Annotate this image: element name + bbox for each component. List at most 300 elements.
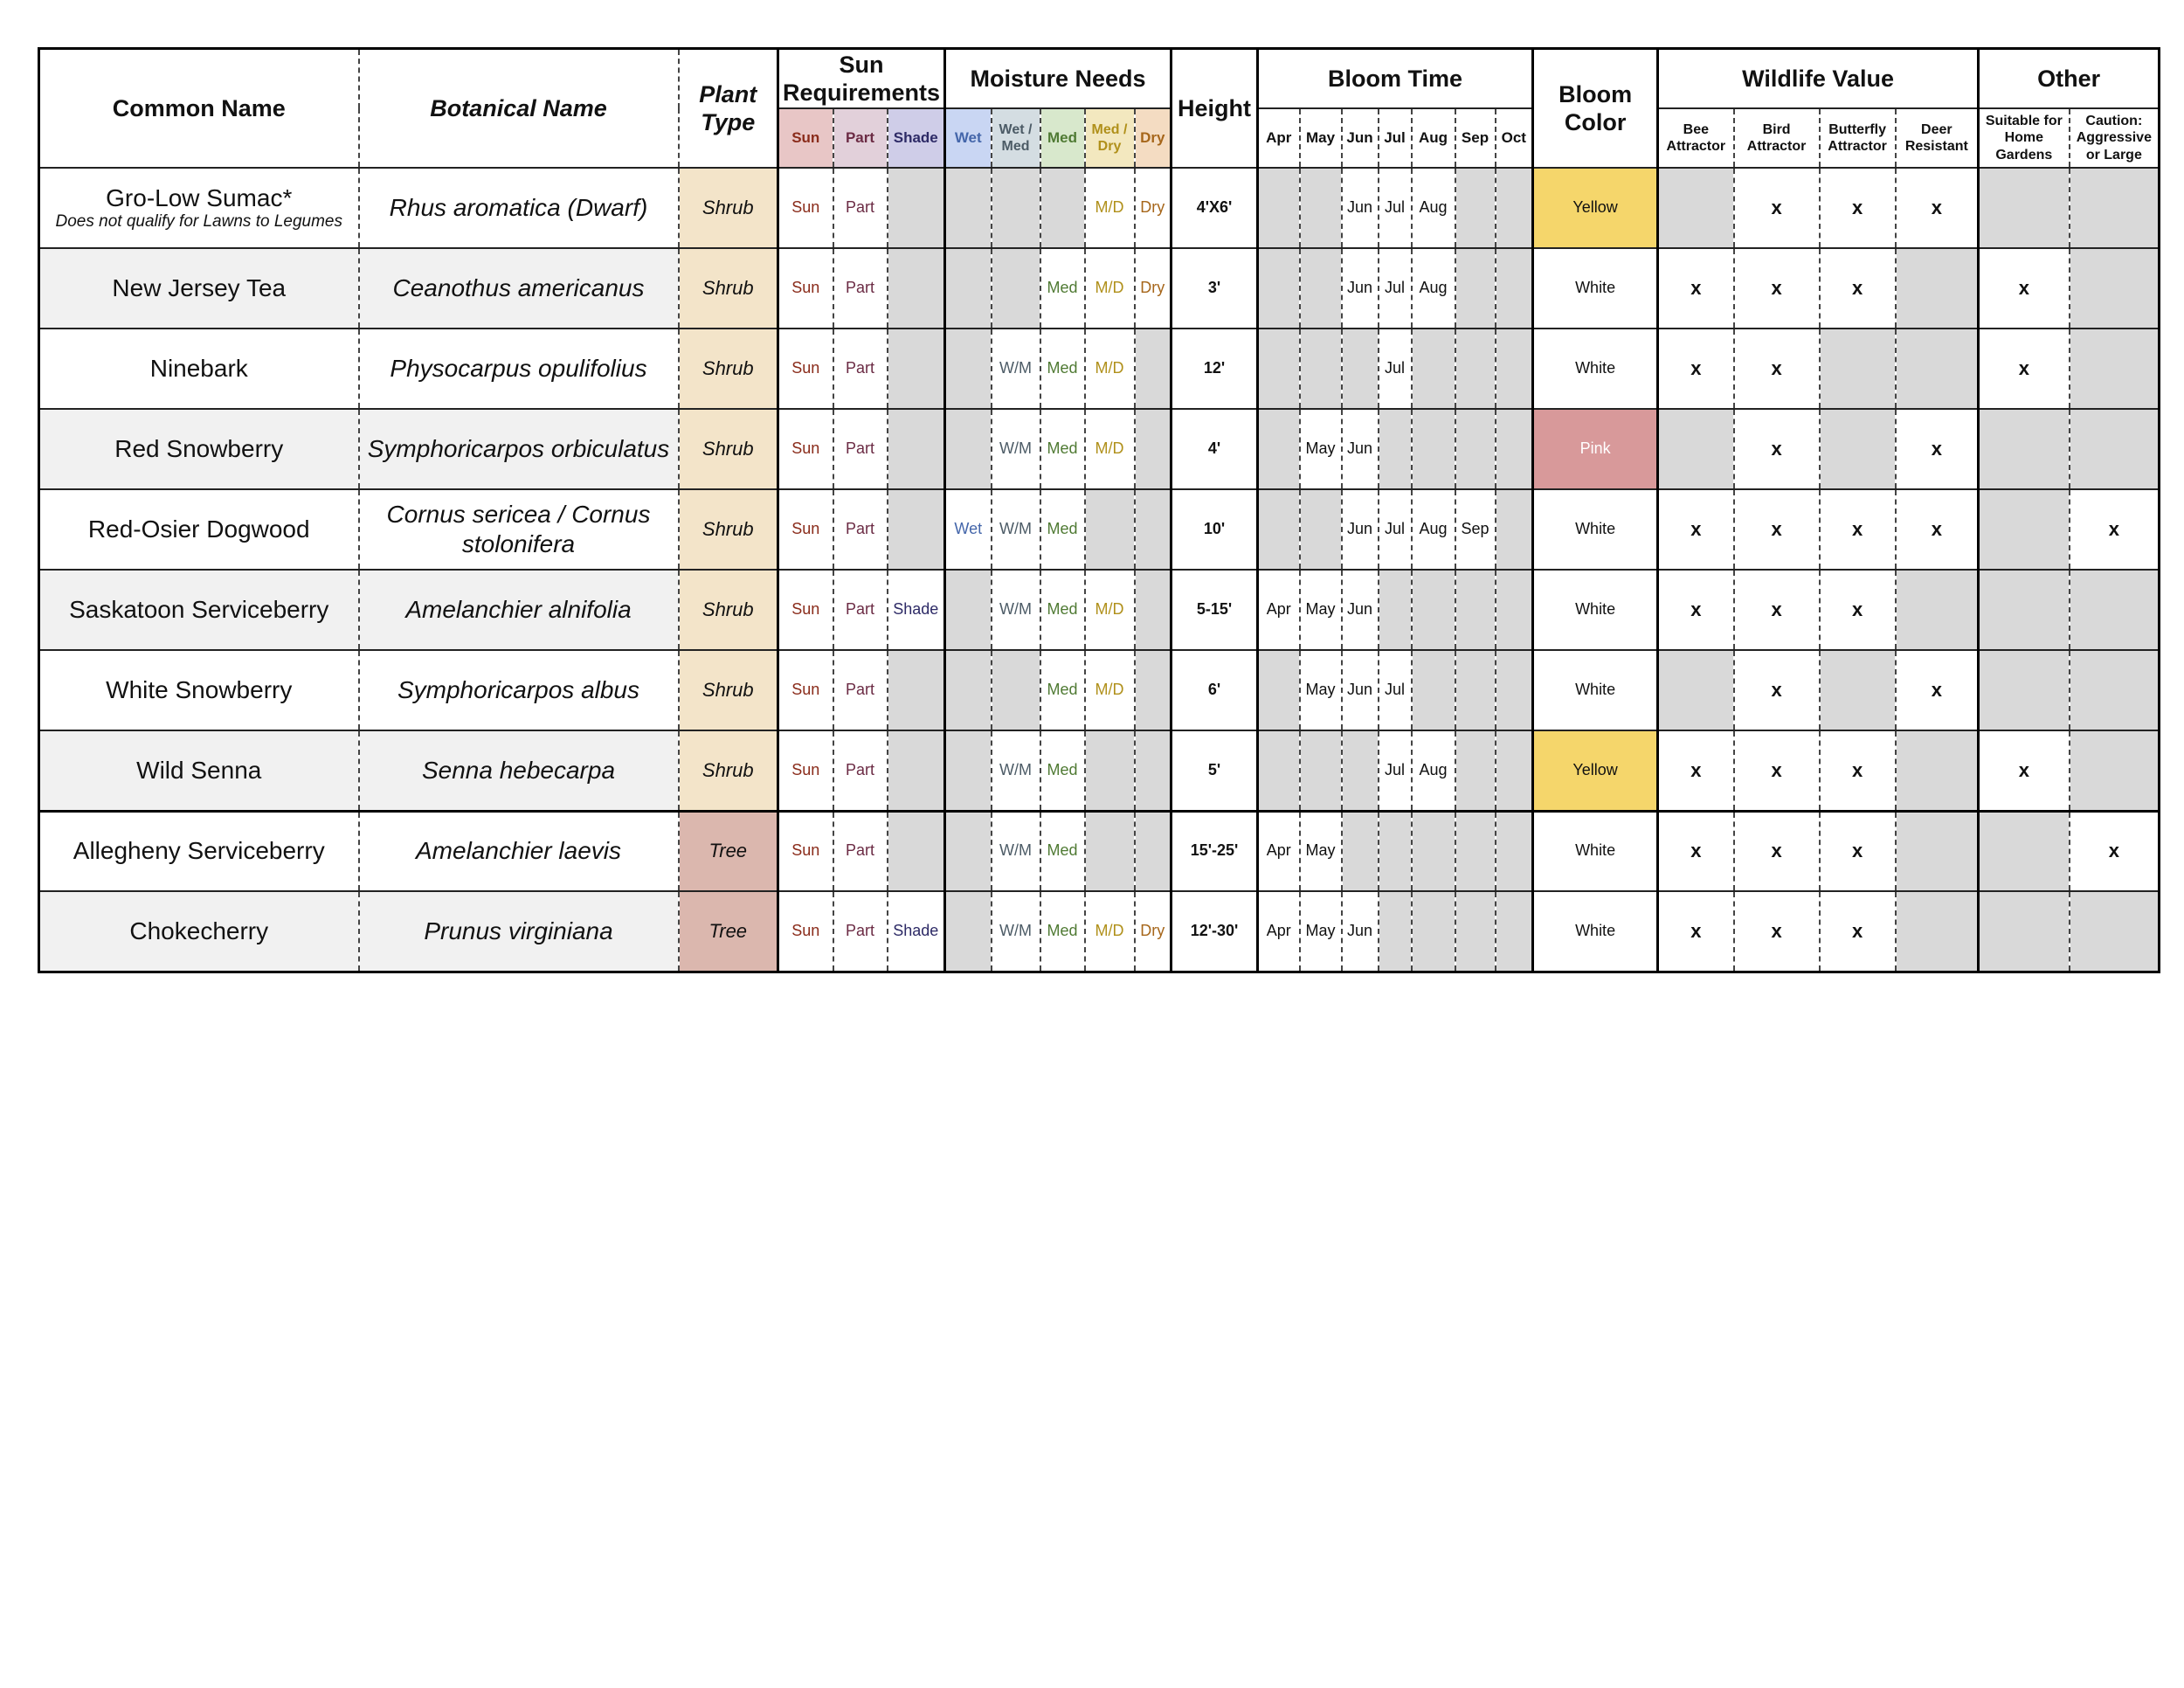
other-caution-cell (2070, 730, 2160, 811)
wildlife-bird-cell: x (1734, 168, 1820, 248)
wildlife-bird-cell: x (1734, 248, 1820, 329)
height-cell: 10' (1171, 489, 1258, 570)
moisture-med-cell: Med (1040, 409, 1085, 489)
sun-sun-cell: Sun (778, 730, 833, 811)
sun-shade-cell (888, 489, 945, 570)
sun-sun-cell: Sun (778, 570, 833, 650)
bloom-month-may-cell (1300, 489, 1342, 570)
moisture-md-cell: M/D (1085, 650, 1135, 730)
wildlife-butterfly-cell: x (1820, 489, 1896, 570)
sun-sun-cell: Sun (778, 329, 833, 409)
botanical-name-cell: Rhus aromatica (Dwarf) (359, 168, 679, 248)
moisture-wet-cell (945, 329, 992, 409)
sun-shade-cell: Shade (888, 891, 945, 972)
common-name-cell (39, 570, 359, 650)
bloom-month-apr-cell (1258, 168, 1300, 248)
subheader-wet: Wet (945, 108, 992, 168)
moisture-md-cell: M/D (1085, 570, 1135, 650)
moisture-wet-cell: Wet (945, 489, 992, 570)
bloom-month-aug-cell (1412, 409, 1455, 489)
height-cell: 12'-30' (1171, 891, 1258, 972)
plant-table (38, 47, 2160, 973)
botanical-name-cell: Senna hebecarpa (359, 730, 679, 811)
bloom-month-sep-cell (1455, 570, 1496, 650)
moisture-med-cell: Med (1040, 489, 1085, 570)
bloom-month-may-cell (1300, 329, 1342, 409)
plant-type-cell: Tree (679, 891, 778, 972)
subheader-med-dry: Med / Dry (1085, 108, 1135, 168)
wildlife-deer-cell (1896, 570, 1979, 650)
bloom-color-cell: Yellow (1533, 730, 1658, 811)
common-name: Allegheny Serviceberry (73, 837, 325, 865)
sun-part-cell: Part (833, 489, 888, 570)
subheader-month-jul: Jul (1379, 108, 1412, 168)
bloom-month-apr-cell (1258, 248, 1300, 329)
moisture-med-cell: Med (1040, 650, 1085, 730)
bloom-month-sep-cell (1455, 891, 1496, 972)
wildlife-bee-cell (1658, 409, 1734, 489)
wildlife-deer-cell (1896, 811, 1979, 891)
subheader-month-sep: Sep (1455, 108, 1496, 168)
moisture-wet-cell (945, 570, 992, 650)
sun-part-cell: Part (833, 329, 888, 409)
wildlife-bee-cell: x (1658, 570, 1734, 650)
botanical-name-cell: Ceanothus americanus (359, 248, 679, 329)
wildlife-deer-cell: x (1896, 168, 1979, 248)
moisture-med-cell: Med (1040, 570, 1085, 650)
other-home-gardens-cell: x (1979, 329, 2070, 409)
sun-shade-cell (888, 168, 945, 248)
bloom-month-aug-cell: Aug (1412, 489, 1455, 570)
common-name: Saskatoon Serviceberry (69, 596, 329, 624)
height-cell: 3' (1171, 248, 1258, 329)
header-bloom-time: Bloom Time (1258, 49, 1533, 109)
subheader-home-gardens: Suitable for Home Gardens (1979, 108, 2070, 168)
bloom-month-apr-cell (1258, 329, 1300, 409)
bloom-month-oct-cell (1496, 891, 1533, 972)
bloom-color-cell: White (1533, 329, 1658, 409)
bloom-month-jun-cell: Jun (1342, 489, 1379, 570)
wildlife-butterfly-cell: x (1820, 730, 1896, 811)
bloom-month-apr-cell (1258, 730, 1300, 811)
sun-shade-cell (888, 650, 945, 730)
wildlife-butterfly-cell: x (1820, 168, 1896, 248)
subheader-shade: Shade (888, 108, 945, 168)
bloom-month-aug-cell (1412, 329, 1455, 409)
moisture-dry-cell (1135, 730, 1171, 811)
common-name: Red Snowberry (114, 435, 284, 463)
bloom-month-oct-cell (1496, 650, 1533, 730)
subheader-month-oct: Oct (1496, 108, 1533, 168)
moisture-wet-cell (945, 730, 992, 811)
bloom-month-aug-cell: Aug (1412, 730, 1455, 811)
sun-shade-cell (888, 811, 945, 891)
sun-part-cell: Part (833, 409, 888, 489)
moisture-med-cell (1040, 168, 1085, 248)
subheader-dry: Dry (1135, 108, 1171, 168)
wildlife-bird-cell: x (1734, 891, 1820, 972)
plant-type-cell: Shrub (679, 570, 778, 650)
wildlife-butterfly-cell (1820, 650, 1896, 730)
wildlife-bee-cell: x (1658, 891, 1734, 972)
moisture-md-cell: M/D (1085, 329, 1135, 409)
bloom-month-may-cell: May (1300, 570, 1342, 650)
subheader-sun: Sun (778, 108, 833, 168)
common-name-cell (39, 730, 359, 811)
sun-part-cell: Part (833, 248, 888, 329)
header-sun-requirements: Sun Requirements (778, 49, 945, 109)
moisture-wet-cell (945, 650, 992, 730)
bloom-month-jun-cell (1342, 730, 1379, 811)
moisture-med-cell: Med (1040, 891, 1085, 972)
botanical-name-cell: Physocarpus opulifolius (359, 329, 679, 409)
moisture-wet-cell (945, 811, 992, 891)
plant-type-cell: Shrub (679, 650, 778, 730)
table-row (39, 248, 2160, 329)
bloom-month-oct-cell (1496, 409, 1533, 489)
bloom-month-may-cell (1300, 248, 1342, 329)
wildlife-bee-cell (1658, 168, 1734, 248)
header-height: Height (1171, 49, 1258, 169)
subheader-bird-attractor: Bird Attractor (1734, 108, 1820, 168)
height-cell: 4'X6' (1171, 168, 1258, 248)
moisture-md-cell (1085, 811, 1135, 891)
bloom-month-may-cell (1300, 730, 1342, 811)
wildlife-deer-cell (1896, 891, 1979, 972)
moisture-wm-cell: W/M (992, 409, 1040, 489)
moisture-wm-cell: W/M (992, 811, 1040, 891)
subheader-butterfly-attractor: Butterfly Attractor (1820, 108, 1896, 168)
botanical-name-cell: Prunus virginiana (359, 891, 679, 972)
table-row (39, 570, 2160, 650)
wildlife-bird-cell: x (1734, 409, 1820, 489)
bloom-color-cell: White (1533, 811, 1658, 891)
bloom-month-apr-cell (1258, 489, 1300, 570)
wildlife-bee-cell: x (1658, 811, 1734, 891)
common-name: White Snowberry (106, 676, 293, 704)
common-name-cell (39, 168, 359, 248)
other-home-gardens-cell: x (1979, 730, 2070, 811)
bloom-month-apr-cell: Apr (1258, 811, 1300, 891)
subheader-part: Part (833, 108, 888, 168)
bloom-month-oct-cell (1496, 811, 1533, 891)
other-home-gardens-cell (1979, 168, 2070, 248)
bloom-month-jun-cell: Jun (1342, 570, 1379, 650)
wildlife-bee-cell (1658, 650, 1734, 730)
bloom-month-apr-cell: Apr (1258, 891, 1300, 972)
other-caution-cell: x (2070, 489, 2160, 570)
bloom-month-oct-cell (1496, 168, 1533, 248)
sun-shade-cell (888, 329, 945, 409)
bloom-month-jul-cell: Jul (1379, 650, 1412, 730)
header-botanical-name: Botanical Name (359, 49, 679, 169)
common-name: Chokecherry (129, 917, 269, 944)
bloom-month-sep-cell: Sep (1455, 489, 1496, 570)
bloom-month-oct-cell (1496, 248, 1533, 329)
moisture-wm-cell (992, 248, 1040, 329)
moisture-dry-cell (1135, 489, 1171, 570)
sun-sun-cell: Sun (778, 811, 833, 891)
botanical-name-cell: Cornus sericea / Cornus stolonifera (359, 489, 679, 570)
plant-type-cell: Shrub (679, 248, 778, 329)
plant-type-cell: Shrub (679, 409, 778, 489)
plant-type-cell: Shrub (679, 329, 778, 409)
sun-sun-cell: Sun (778, 248, 833, 329)
moisture-wet-cell (945, 409, 992, 489)
height-cell: 4' (1171, 409, 1258, 489)
bloom-month-jun-cell: Jun (1342, 891, 1379, 972)
wildlife-bee-cell: x (1658, 730, 1734, 811)
subheader-deer-resistant: Deer Resistant (1896, 108, 1979, 168)
wildlife-butterfly-cell (1820, 409, 1896, 489)
bloom-month-sep-cell (1455, 329, 1496, 409)
bloom-month-sep-cell (1455, 650, 1496, 730)
other-home-gardens-cell (1979, 891, 2070, 972)
bloom-color-cell: White (1533, 570, 1658, 650)
moisture-dry-cell (1135, 811, 1171, 891)
moisture-wm-cell: W/M (992, 329, 1040, 409)
bloom-month-aug-cell: Aug (1412, 248, 1455, 329)
other-home-gardens-cell (1979, 489, 2070, 570)
moisture-wm-cell: W/M (992, 489, 1040, 570)
bloom-color-cell: White (1533, 489, 1658, 570)
common-name-cell (39, 891, 359, 972)
wildlife-deer-cell: x (1896, 409, 1979, 489)
plant-type-cell: Tree (679, 811, 778, 891)
sun-part-cell: Part (833, 730, 888, 811)
bloom-color-cell: Pink (1533, 409, 1658, 489)
moisture-dry-cell: Dry (1135, 891, 1171, 972)
other-home-gardens-cell (1979, 811, 2070, 891)
bloom-month-jun-cell: Jun (1342, 650, 1379, 730)
moisture-med-cell: Med (1040, 329, 1085, 409)
common-name-cell (39, 248, 359, 329)
sun-shade-cell: Shade (888, 570, 945, 650)
common-name: Red-Osier Dogwood (87, 515, 310, 543)
bloom-month-jul-cell (1379, 570, 1412, 650)
wildlife-bee-cell: x (1658, 489, 1734, 570)
botanical-name-cell: Amelanchier alnifolia (359, 570, 679, 650)
subheader-bee-attractor: Bee Attractor (1658, 108, 1734, 168)
wildlife-butterfly-cell: x (1820, 248, 1896, 329)
bloom-month-sep-cell (1455, 730, 1496, 811)
wildlife-deer-cell: x (1896, 650, 1979, 730)
wildlife-butterfly-cell: x (1820, 891, 1896, 972)
table-row (39, 329, 2160, 409)
bloom-month-jul-cell (1379, 409, 1412, 489)
other-home-gardens-cell (1979, 650, 2070, 730)
sun-sun-cell: Sun (778, 409, 833, 489)
wildlife-bird-cell: x (1734, 650, 1820, 730)
table-row (39, 650, 2160, 730)
bloom-month-oct-cell (1496, 489, 1533, 570)
sun-shade-cell (888, 730, 945, 811)
bloom-month-aug-cell (1412, 891, 1455, 972)
wildlife-bird-cell: x (1734, 329, 1820, 409)
other-caution-cell (2070, 570, 2160, 650)
bloom-month-may-cell: May (1300, 891, 1342, 972)
header-moisture-needs: Moisture Needs (945, 49, 1171, 109)
bloom-month-apr-cell: Apr (1258, 570, 1300, 650)
sun-part-cell: Part (833, 570, 888, 650)
subheader-med: Med (1040, 108, 1085, 168)
other-caution-cell (2070, 650, 2160, 730)
wildlife-bird-cell: x (1734, 811, 1820, 891)
wildlife-bird-cell: x (1734, 570, 1820, 650)
bloom-month-jul-cell: Jul (1379, 168, 1412, 248)
wildlife-butterfly-cell: x (1820, 811, 1896, 891)
other-home-gardens-cell (1979, 570, 2070, 650)
other-caution-cell (2070, 409, 2160, 489)
bloom-month-jul-cell: Jul (1379, 489, 1412, 570)
bloom-month-sep-cell (1455, 409, 1496, 489)
bloom-month-sep-cell (1455, 811, 1496, 891)
common-name: New Jersey Tea (112, 274, 287, 302)
sun-part-cell: Part (833, 891, 888, 972)
moisture-dry-cell: Dry (1135, 168, 1171, 248)
bloom-month-aug-cell (1412, 650, 1455, 730)
bloom-month-aug-cell (1412, 811, 1455, 891)
wildlife-deer-cell (1896, 730, 1979, 811)
moisture-dry-cell (1135, 650, 1171, 730)
moisture-md-cell (1085, 730, 1135, 811)
moisture-dry-cell (1135, 570, 1171, 650)
bloom-month-oct-cell (1496, 570, 1533, 650)
header-other: Other (1979, 49, 2160, 109)
sun-sun-cell: Sun (778, 168, 833, 248)
subheader-wet-med: Wet / Med (992, 108, 1040, 168)
moisture-md-cell: M/D (1085, 409, 1135, 489)
table-row (39, 730, 2160, 811)
header-bloom-color: Bloom Color (1533, 49, 1658, 169)
moisture-dry-cell (1135, 329, 1171, 409)
table-row (39, 409, 2160, 489)
height-cell: 15'-25' (1171, 811, 1258, 891)
bloom-color-cell: White (1533, 650, 1658, 730)
bloom-month-may-cell (1300, 168, 1342, 248)
botanical-name-cell: Symphoricarpos albus (359, 650, 679, 730)
height-cell: 12' (1171, 329, 1258, 409)
bloom-color-cell: White (1533, 891, 1658, 972)
subheader-caution: Caution: Aggressive or Large (2070, 108, 2160, 168)
subheader-month-may: May (1300, 108, 1342, 168)
moisture-wm-cell: W/M (992, 730, 1040, 811)
wildlife-deer-cell (1896, 329, 1979, 409)
common-name-cell (39, 329, 359, 409)
common-name: Gro-Low Sumac* (106, 183, 293, 211)
moisture-md-cell (1085, 489, 1135, 570)
table-row (39, 891, 2160, 972)
wildlife-bird-cell: x (1734, 730, 1820, 811)
subheader-month-aug: Aug (1412, 108, 1455, 168)
moisture-dry-cell (1135, 409, 1171, 489)
other-caution-cell (2070, 248, 2160, 329)
plant-type-cell: Shrub (679, 489, 778, 570)
moisture-med-cell: Med (1040, 811, 1085, 891)
sun-sun-cell: Sun (778, 489, 833, 570)
bloom-month-jul-cell (1379, 891, 1412, 972)
bloom-month-jul-cell: Jul (1379, 730, 1412, 811)
table-row (39, 811, 2160, 891)
table-row (39, 168, 2160, 248)
common-name: Wild Senna (136, 756, 262, 784)
plant-type-cell: Shrub (679, 168, 778, 248)
moisture-med-cell: Med (1040, 730, 1085, 811)
moisture-wet-cell (945, 248, 992, 329)
bloom-month-jun-cell: Jun (1342, 248, 1379, 329)
other-caution-cell (2070, 329, 2160, 409)
bloom-month-may-cell: May (1300, 650, 1342, 730)
other-caution-cell: x (2070, 811, 2160, 891)
table-row (39, 489, 2160, 570)
common-name-cell (39, 489, 359, 570)
bloom-month-sep-cell (1455, 248, 1496, 329)
sun-part-cell: Part (833, 168, 888, 248)
common-name-note: Does not qualify for Lawns to Legumes (55, 212, 342, 232)
bloom-month-jun-cell (1342, 329, 1379, 409)
bloom-color-cell: Yellow (1533, 168, 1658, 248)
subheader-month-apr: Apr (1258, 108, 1300, 168)
sun-part-cell: Part (833, 650, 888, 730)
moisture-wm-cell: W/M (992, 570, 1040, 650)
sun-shade-cell (888, 248, 945, 329)
bloom-month-may-cell: May (1300, 811, 1342, 891)
bloom-month-apr-cell (1258, 409, 1300, 489)
other-caution-cell (2070, 168, 2160, 248)
wildlife-butterfly-cell: x (1820, 570, 1896, 650)
height-cell: 5' (1171, 730, 1258, 811)
wildlife-deer-cell (1896, 248, 1979, 329)
bloom-month-jun-cell: Jun (1342, 168, 1379, 248)
moisture-wet-cell (945, 168, 992, 248)
bloom-month-jul-cell: Jul (1379, 329, 1412, 409)
common-name-cell (39, 650, 359, 730)
wildlife-bird-cell: x (1734, 489, 1820, 570)
wildlife-deer-cell: x (1896, 489, 1979, 570)
moisture-md-cell: M/D (1085, 891, 1135, 972)
moisture-wet-cell (945, 891, 992, 972)
bloom-month-aug-cell (1412, 570, 1455, 650)
common-name-cell (39, 409, 359, 489)
moisture-wm-cell (992, 650, 1040, 730)
botanical-name-cell: Symphoricarpos orbiculatus (359, 409, 679, 489)
bloom-month-jul-cell: Jul (1379, 248, 1412, 329)
bloom-month-oct-cell (1496, 730, 1533, 811)
bloom-month-jun-cell (1342, 811, 1379, 891)
wildlife-bee-cell: x (1658, 329, 1734, 409)
wildlife-bee-cell: x (1658, 248, 1734, 329)
moisture-md-cell: M/D (1085, 168, 1135, 248)
moisture-wm-cell: W/M (992, 891, 1040, 972)
bloom-month-sep-cell (1455, 168, 1496, 248)
wildlife-butterfly-cell (1820, 329, 1896, 409)
moisture-wm-cell (992, 168, 1040, 248)
common-name-cell (39, 811, 359, 891)
header-wildlife-value: Wildlife Value (1658, 49, 1979, 109)
subheader-month-jun: Jun (1342, 108, 1379, 168)
sun-part-cell: Part (833, 811, 888, 891)
bloom-month-apr-cell (1258, 650, 1300, 730)
bloom-color-cell: White (1533, 248, 1658, 329)
botanical-name-cell: Amelanchier laevis (359, 811, 679, 891)
header-common-name: Common Name (39, 49, 359, 169)
plant-type-cell: Shrub (679, 730, 778, 811)
other-home-gardens-cell: x (1979, 248, 2070, 329)
other-home-gardens-cell (1979, 409, 2070, 489)
other-caution-cell (2070, 891, 2160, 972)
moisture-dry-cell: Dry (1135, 248, 1171, 329)
height-cell: 6' (1171, 650, 1258, 730)
